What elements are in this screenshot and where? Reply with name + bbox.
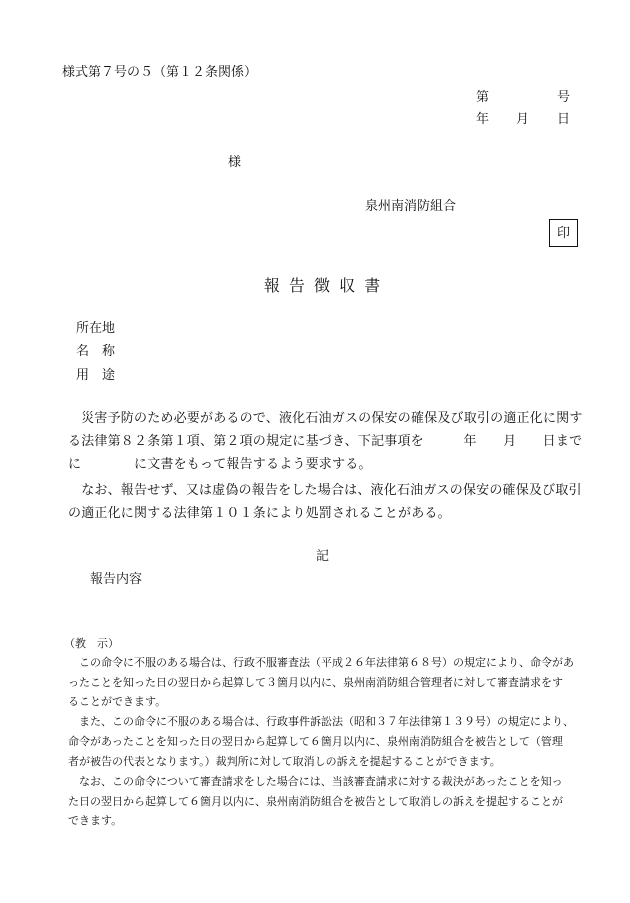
- notice-line: できます。: [68, 814, 123, 827]
- date-year: 年: [476, 112, 490, 127]
- report-contents-label: 報告内容: [90, 572, 143, 587]
- addressee-suffix: 様: [228, 155, 242, 170]
- date-month: 月: [516, 112, 530, 127]
- notice-line: ったことを知った日の翌日から起算して３箇月以内に、泉州南消防組合管理者に対して審査請求をす: [68, 676, 563, 689]
- notice-heading: （教 示）: [64, 637, 119, 650]
- notice-line: この命令に不服のある場合は、行政不服審査法（平成２６年法律第６８号）の規定により、命令があ: [68, 656, 574, 669]
- body-line: なお、報告せず、又は虚偽の報告をした場合は、液化石油ガスの保安の確保及び取引: [68, 483, 582, 498]
- form-number: 様式第７号の５（第１２条関係）: [62, 65, 258, 80]
- notice-line: 命令があったことを知った日の翌日から起算して６箇月以内に、泉州南消防組合を被告として（管理: [68, 735, 563, 748]
- field-use-label: 用 途: [76, 368, 116, 383]
- notice-line: なお、この命令について審査請求をした場合には、当該審査請求に対する裁決があったことを知っ: [68, 775, 563, 788]
- doc-number-prefix: 第: [476, 90, 490, 105]
- notice-line: 者が被告の代表となります。）裁判所に対して取消しの訴えを提起することができます。: [68, 755, 501, 768]
- body-line: 災害予防のため必要があるので、液化石油ガスの保安の確保及び取引の適正化に関す: [68, 411, 583, 426]
- field-location-label: 所在地: [76, 321, 116, 336]
- notice-line: ることができます。: [68, 695, 167, 708]
- date-day: 日: [557, 112, 571, 127]
- body-line: の適正化に関する法律第１０１条により処罰されることがある。: [68, 506, 451, 521]
- document-title: 報 告 徴 収 書: [263, 276, 383, 295]
- doc-number-suffix: 号: [557, 90, 571, 105]
- seal-label: 印: [556, 225, 570, 241]
- notice-line: た日の翌日から起算して６箇月以内に、泉州南消防組合を被告として取消しの訴えを提起することが: [68, 795, 563, 808]
- notice-line: また、この命令に不服のある場合は、行政事件訴訟法（昭和３７年法律第１３９号）の規定により、: [68, 715, 574, 728]
- seal-box: [549, 219, 578, 247]
- body-line: に に文書をもって報告するよう要求する。: [68, 457, 372, 472]
- field-name-label: 名 称: [76, 344, 116, 359]
- body-line: る法律第８２条第１項、第２項の規定に基づき、下記事項を 年 月 日まで: [68, 434, 583, 449]
- issuer-name: 泉州南消防組合: [365, 199, 457, 214]
- ki-heading: 記: [316, 549, 330, 564]
